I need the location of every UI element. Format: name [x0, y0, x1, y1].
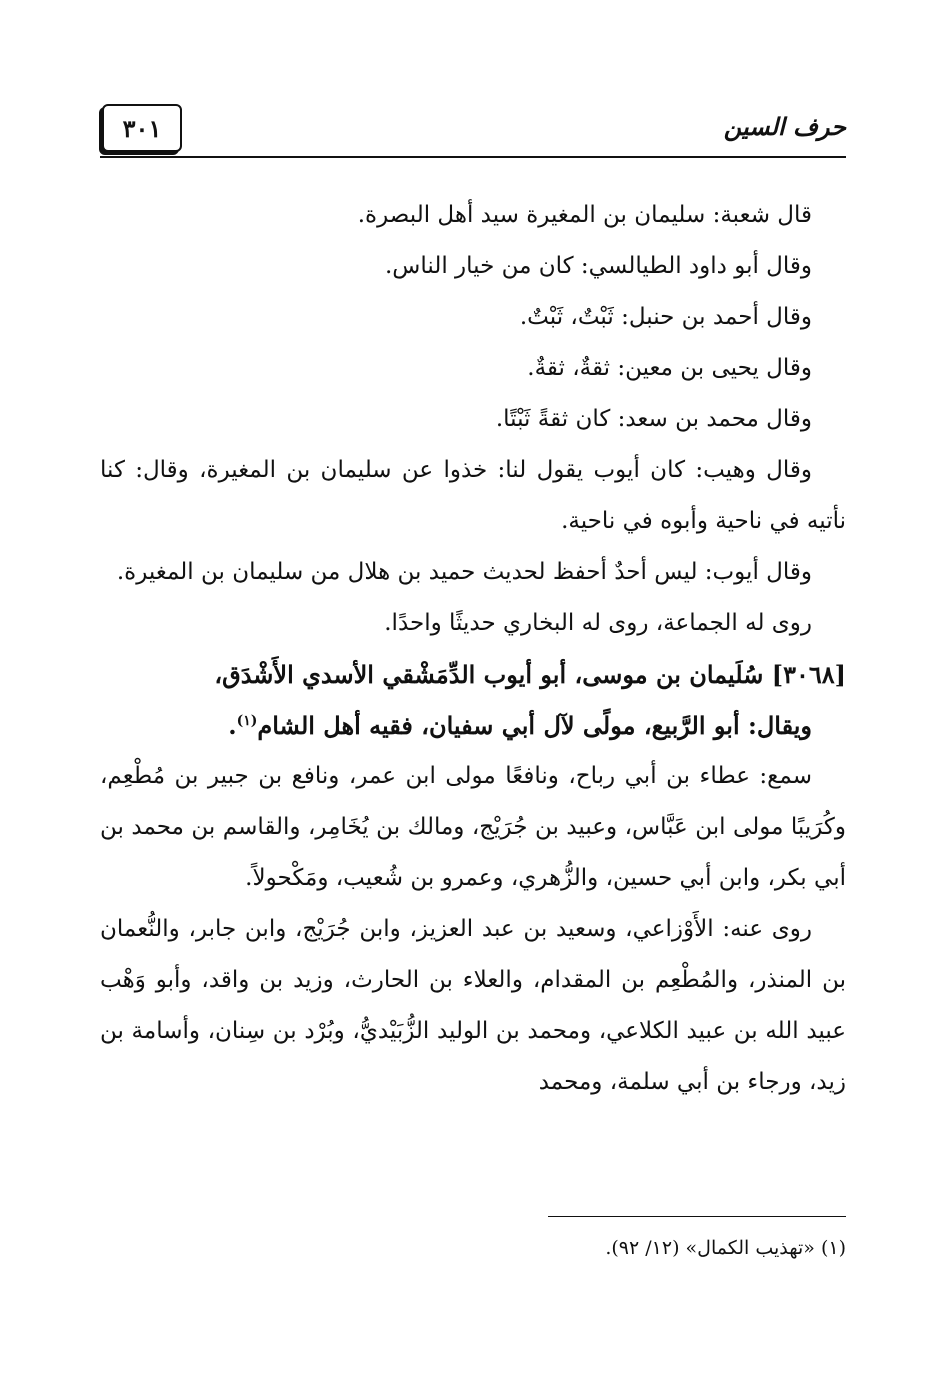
running-title: حرف السين [723, 112, 846, 141]
header-rule [100, 156, 846, 158]
text-line: وقال وهيب: كان أيوب يقول لنا: خذوا عن سليمان بن المغيرة، وقال: كنا نأتيه في ناحية وأبوه في ناحية. [100, 457, 846, 534]
page-number: ٣٠١ [102, 104, 182, 152]
text-line: روى له الجماعة، روى له البخاري حديثًا واحدًا. [384, 610, 812, 636]
text-line: وقال أبو داود الطيالسي: كان من خيار الناس. [385, 253, 812, 279]
entry-heading-text: ويقال: أبو الرَّبيع، مولًى لآل أبي سفيان، فقيه أهل الشام [257, 711, 812, 740]
footnote: (١) «تهذيب الكمال» (١٢/ ٩٢). [605, 1237, 846, 1259]
text-line: وقال يحيى بن معين: ثقةٌ، ثقةٌ. [527, 355, 812, 381]
footnote-marker: (١) [236, 713, 258, 729]
text-line: وقال أحمد بن حنبل: ثَبْتٌ، ثَبْتٌ. [519, 304, 812, 330]
text-line: وقال محمد بن سعد: كان ثقةً ثَبْتًا. [495, 406, 812, 432]
paragraph-students: روى عنه: الأَوْزاعي، وسعيد بن عبد العزيز، وابن جُرَيْج، وابن جابر، والنُّعمان بن المنذر، والمُطْعِم بن المقدام، والعلاء بن الحارث، وزيد بن واقد، وأبو وَهْب عبيد الله بن عبيد الكلاعي، ومحمد بن الوليد الزُّبَيْديُّ، وبُرْد بن سِنان، وأسامة بن زيد، ورجاء بن أبي سلمة، ومحمد [100, 916, 846, 1095]
footnote-rule [548, 1216, 846, 1217]
entry-heading-end: . [228, 711, 237, 740]
text-line: قال شعبة: سليمان بن المغيرة سيد أهل البصرة. [357, 202, 812, 228]
entry-heading-continued [100, 700, 846, 751]
text-line: وقال أيوب: ليس أحدٌ أحفظ لحديث حميد بن هلال من سليمان بن المغيرة. [116, 559, 812, 585]
paragraph-teachers: سمع: عطاء بن أبي رباح، ونافعًا مولى ابن عمر، ونافع بن جبير بن مُطْعِم، وكُرَيبًا مولى ابن عَبَّاس، وعبيد بن جُرَيْج، ومالك بن يُخَامِر، والقاسم بن محمد بن أبي بكر، وابن أبي حسين، والزُّهري، وعمرو بن شُعيب، ومَكْحولاً. [100, 763, 846, 891]
entry-heading: [٣٠٦٨] سُلَيمان بن موسى، أبو أيوب الدِّمَشْقي الأسدي الأَشْدَق، [214, 660, 846, 689]
main-text [100, 190, 846, 1108]
page-header [100, 100, 846, 158]
